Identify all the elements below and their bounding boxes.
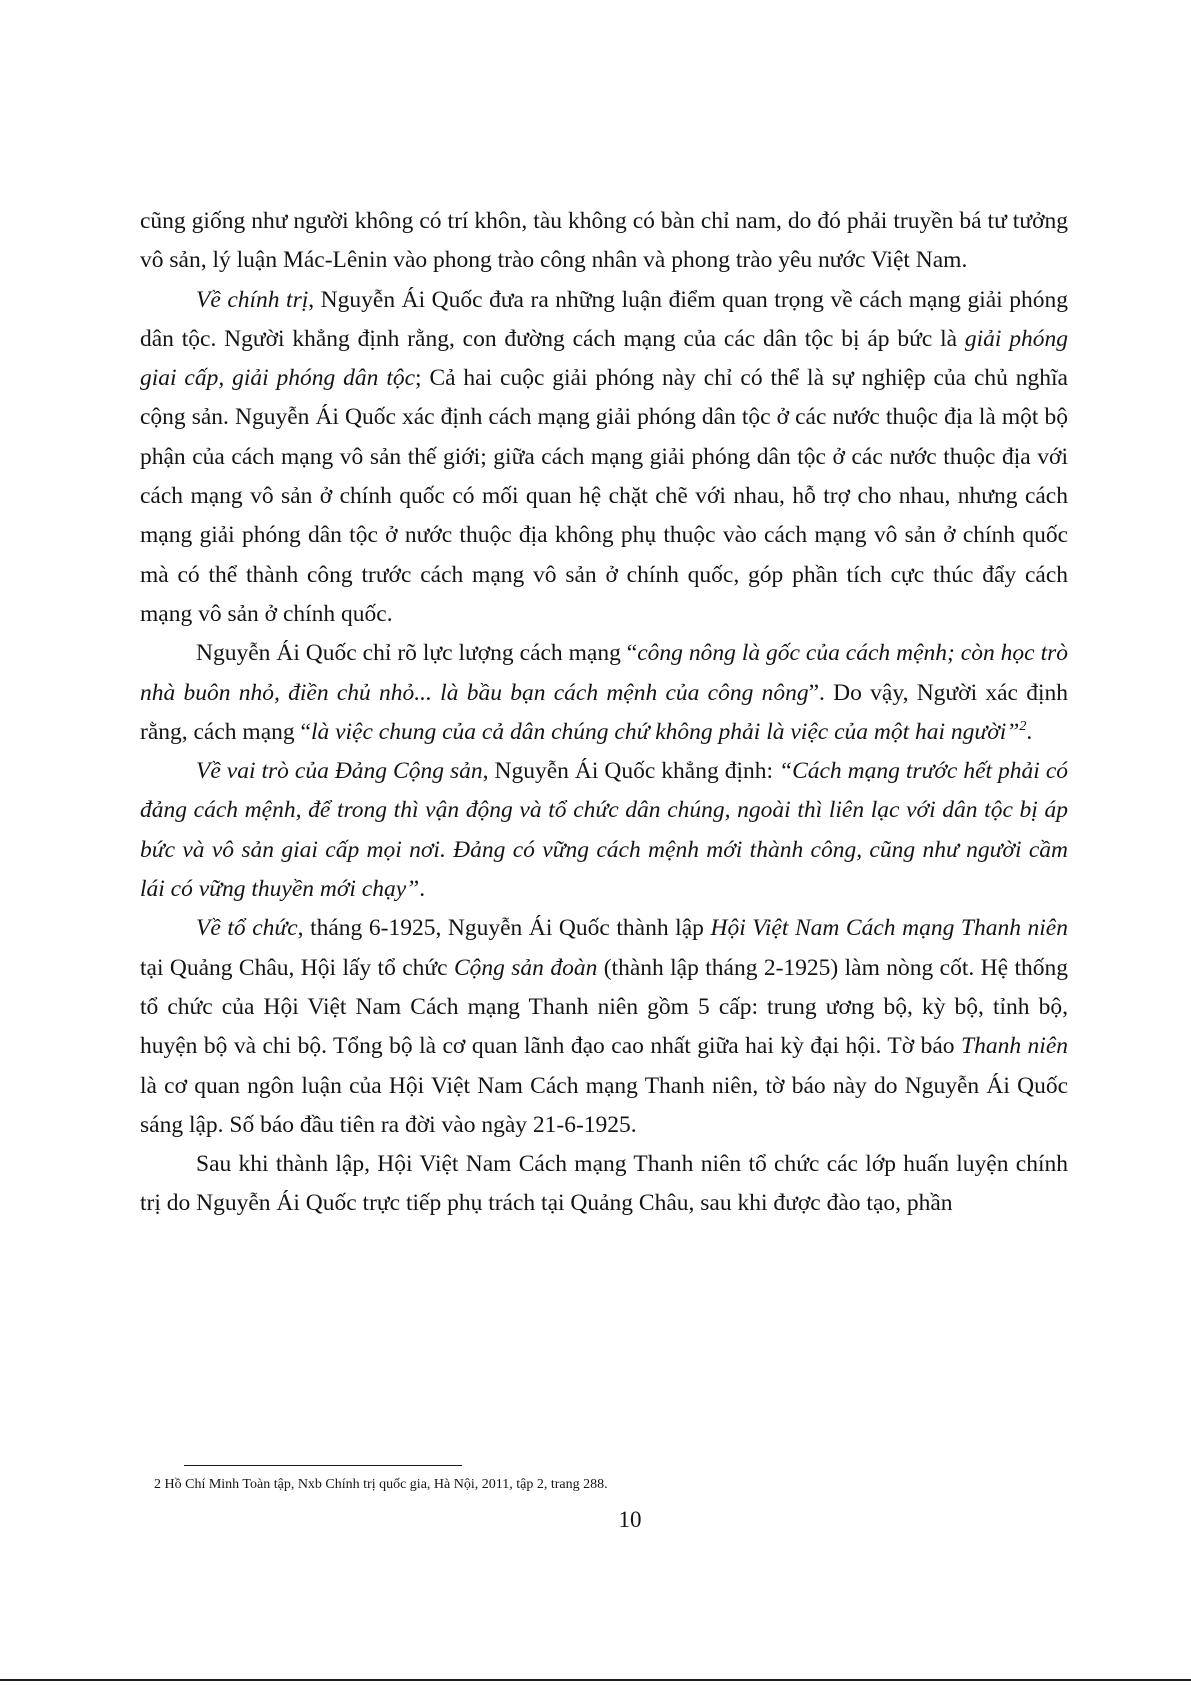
text-run: ; Cả hai cuộc giải phóng này chỉ có thể là sự nghiệp của chủ nghĩa cộng sản. Nguyễn Ái Quốc xác định cách mạng giải phóng dân tộc ở các nước thuộc địa là một bộ phận của cách mạng vô sản thế giới; giữa cách mạng giải phóng dân tộc ở các nước thuộc địa với cách mạng vô sản ở chính quốc có mối quan hệ chặt chẽ với nhau, hỗ trợ cho nhau, nhưng cách mạng giải phóng dân tộc ở nước thuộc địa không phụ thuộc vào cách mạng vô sản ở chính quốc mà có thể thành công trước cách mạng vô sản ở chính quốc, góp phần tích cực thúc đẩy cách mạng vô sản ở chính quốc. [140, 365, 1068, 627]
footnote-divider [184, 1465, 462, 1466]
text-run: , Nguyễn Ái Quốc đưa ra những luận điểm quan trọng về cách mạng giải phóng dân tộc. Người khẳng định rằng, con đường cách mạng của các dân tộc bị áp bức là [140, 286, 1068, 352]
footnote: 2 Hồ Chí Minh Toàn tập, Nxb Chính trị quốc gia, Hà Nội, 2011, tập 2, trang 288. [154, 1477, 608, 1492]
body-text [140, 202, 1068, 1224]
text-run: . [1026, 718, 1033, 745]
italic-phrase: Hội Việt Nam Cách mạng Thanh niên [710, 915, 1068, 942]
italic-quote: “Cách mạng trước hết phải có đảng cách mệnh, để trong thì vận động và tổ chức dân chúng, ngoài thì liên lạc với dân tộc bị áp bức và vô sản giai cấp mọi nơi. Đảng có vững cách mệnh mới thành công, cũng như người cầm lái có vững thuyền mới chạy” [140, 758, 1069, 903]
text-run: . [419, 876, 426, 903]
page-number: 10 [618, 1507, 642, 1532]
text-run: , tháng 6-1925, Nguyễn Ái Quốc thành lập [297, 915, 711, 942]
text-run: ”. Do vậy, Người xác định rằng, cách mạng “ [140, 679, 1069, 745]
text-run: Nguyễn Ái Quốc chỉ rõ lực lượng cách mạng “ [196, 640, 638, 667]
italic-lead: Về chính trị [196, 286, 309, 313]
italic-lead: Về vai trò của Đảng Cộng sản [196, 758, 483, 785]
footnote-reference: 2 [1019, 719, 1027, 735]
text-run: , Nguyễn Ái Quốc khẳng định: [482, 758, 779, 785]
text-run: (thành lập tháng 2-1925) làm nòng cốt. Hệ thống tổ chức của Hội Việt Nam Cách mạng Thanh niên gồm 5 cấp: trung ương bộ, kỳ bộ, tỉnh bộ, huyện bộ và chi bộ. Tổng bộ là cơ quan lãnh đạo cao nhất giữa hai kỳ đại hội. Tờ báo [140, 954, 1068, 1060]
paragraph-4 [140, 752, 1068, 909]
paragraph-3 [140, 634, 1068, 752]
paragraph-6: Sau khi thành lập, Hội Việt Nam Cách mạng Thanh niên tổ chức các lớp huấn luyện chính trị do Nguyễn Ái Quốc trực tiếp phụ trách tại Quảng Châu, sau khi được đào tạo, phần [140, 1151, 1068, 1217]
italic-quote: là việc chung của cả dân chúng chứ không phải là việc của một hai người” [310, 718, 1020, 745]
italic-phrase: Cộng sản đoàn [453, 954, 598, 981]
page-bottom-edge [0, 1679, 1191, 1681]
paragraph-1: cũng giống như người không có trí khôn, tàu không có bàn chỉ nam, do đó phải truyền bá tư tưởng vô sản, lý luận Mác-Lênin vào phong trào công nhân và phong trào yêu nước Việt Nam. [140, 208, 1068, 274]
text-run: là cơ quan ngôn luận của Hội Việt Nam Cách mạng Thanh niên, tờ báo này do Nguyễn Ái Quốc sáng lập. Số báo đầu tiên ra đời vào ngày 21-6-1925. [140, 1072, 1068, 1138]
italic-phrase: giải phóng giai cấp, giải phóng dân tộc [140, 325, 1068, 392]
paragraph-5 [140, 909, 1068, 1145]
italic-phrase: Thanh niên [961, 1033, 1069, 1060]
italic-quote: công nông là gốc của cách mệnh; còn học trò nhà buôn nhỏ, điền chủ nhỏ... là bầu bạn cách mệnh của công nông [140, 640, 1068, 706]
text-run: tại Quảng Châu, Hội lấy tổ chức [140, 954, 454, 981]
paragraph-2 [140, 281, 1068, 635]
italic-lead: Về tổ chức [196, 915, 298, 942]
